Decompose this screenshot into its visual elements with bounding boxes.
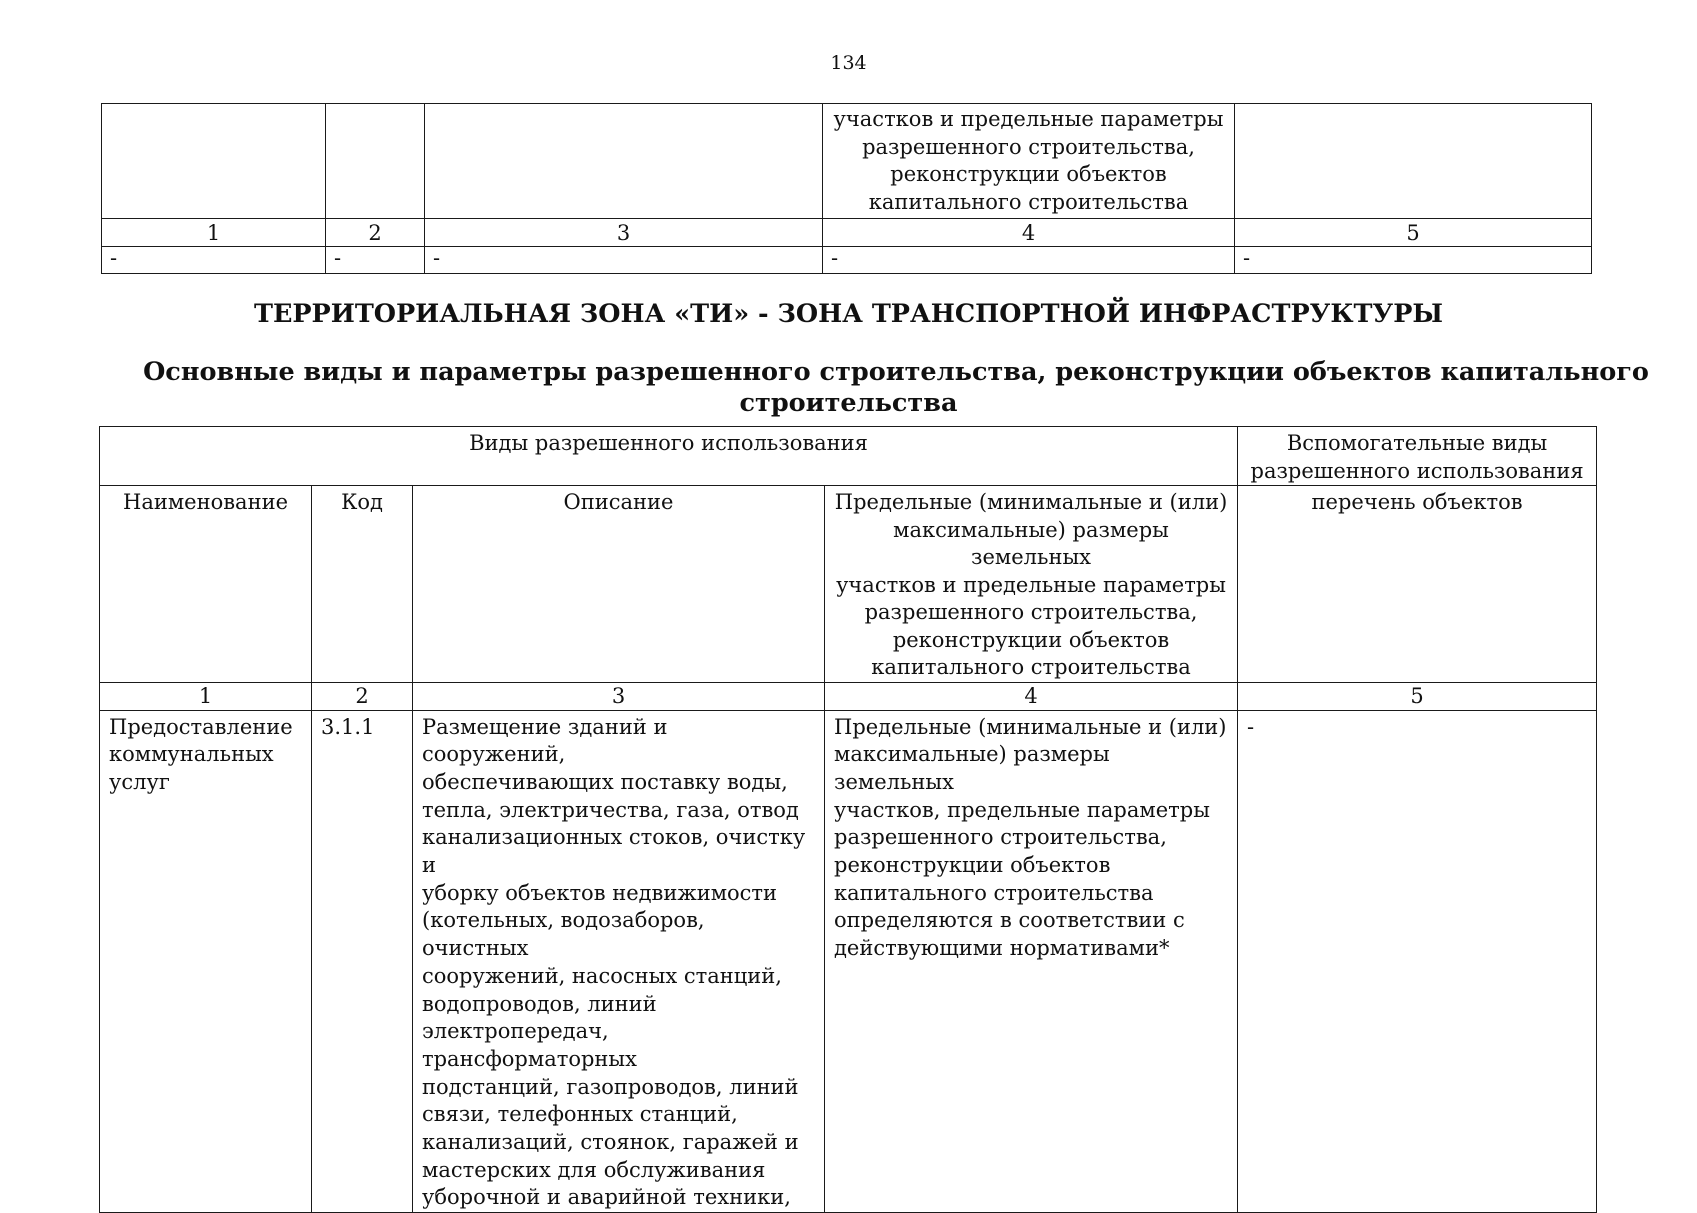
header-line: разрешенного строительства,: [864, 600, 1198, 624]
section-title-line: Основные виды и параметры разрешенного строительства, реконструкции объектов капитального: [143, 357, 1649, 387]
row-code: 3.1.1: [312, 710, 413, 1213]
column-numbers-row: [102, 219, 1592, 247]
cont-cell-5: [1235, 104, 1592, 219]
col-number: 2: [312, 682, 413, 710]
column-header-row: [100, 486, 1597, 683]
group-header-main: Виды разрешенного использования: [100, 427, 1238, 486]
section-title: [0, 357, 1697, 419]
text-line: сооружений, насосных станций,: [422, 963, 782, 988]
text-line: (котельных, водозаборов, очистных: [422, 908, 705, 961]
text-line: связи, телефонных станций,: [422, 1102, 738, 1127]
table-row: [100, 710, 1597, 1213]
dash-row: [102, 247, 1592, 274]
text-line: капитального строительства: [834, 880, 1154, 905]
col-number: 3: [413, 682, 825, 710]
text-line: мастерских для обслуживания: [422, 1157, 766, 1182]
main-table: [99, 426, 1597, 1213]
text-line: тепла, электричества, газа, отвод: [422, 797, 799, 822]
col-number: 4: [825, 682, 1238, 710]
col-number: 4: [823, 219, 1235, 247]
text-line: Предоставление: [109, 714, 293, 739]
header-line: Предельные (минимальные и (или): [834, 490, 1228, 514]
header-line: Вспомогательные виды: [1286, 431, 1548, 455]
header-code: Код: [312, 486, 413, 683]
header-line: участков и предельные параметры: [836, 572, 1226, 597]
text-line: канализаций, стоянок, гаражей и: [422, 1130, 799, 1155]
dash-cell: -: [1235, 247, 1592, 274]
dash-cell: -: [425, 247, 823, 274]
text-line: действующими нормативами*: [834, 936, 1170, 961]
col-number: 1: [100, 682, 312, 710]
header-line: максимальные) размеры земельных: [893, 517, 1169, 569]
text-line: участков, предельные параметры: [834, 797, 1210, 822]
row-aux: -: [1238, 710, 1597, 1213]
text-line: определяются в соответствии с: [834, 908, 1185, 933]
header-name: Наименование: [100, 486, 312, 683]
row-params: [825, 710, 1238, 1213]
cont-cell-2: [326, 104, 425, 219]
cont-line: реконструкции объектов: [890, 162, 1167, 186]
text-line: Предельные (минимальные и (или): [834, 714, 1227, 739]
text-line: уборочной и аварийной техники,: [422, 1185, 791, 1210]
page-number: 134: [830, 52, 867, 74]
text-line: Размещение зданий и сооружений,: [422, 714, 668, 767]
header-params: [825, 486, 1238, 683]
text-line: максимальные) размеры земельных: [834, 742, 1110, 794]
dash-cell: -: [102, 247, 326, 274]
text-line: услуг: [109, 769, 170, 794]
text-line: разрешенного строительства,: [834, 825, 1167, 850]
text-line: обеспечивающих поставку воды,: [422, 769, 788, 794]
column-numbers-row: [100, 682, 1597, 710]
text-line: уборку объектов недвижимости: [422, 880, 778, 905]
header-line: капитального строительства: [871, 655, 1191, 679]
group-header-row: [100, 427, 1597, 486]
text-line: канализационных стоков, очистку и: [422, 825, 806, 878]
dash-cell: -: [326, 247, 425, 274]
text-line: коммунальных: [109, 742, 274, 767]
zone-title: ТЕРРИТОРИАЛЬНАЯ ЗОНА «ТИ» - ЗОНА ТРАНСПОРТНОЙ ИНФРАСТРУКТУРЫ: [253, 299, 1444, 329]
row-name: [100, 710, 312, 1213]
text-line: водопроводов, линий: [422, 991, 657, 1016]
dash-cell: -: [823, 247, 1235, 274]
text-line: электропередач, трансформаторных: [422, 1019, 637, 1071]
continued-table: [101, 103, 1592, 274]
header-description: Описание: [413, 486, 825, 683]
group-header-aux: [1238, 427, 1597, 486]
cont-line: участков и предельные параметры: [833, 107, 1224, 131]
continued-row: [102, 104, 1592, 219]
cont-line: разрешенного строительства,: [862, 134, 1195, 159]
header-line: разрешенного использования: [1250, 458, 1584, 483]
cont-line: капитального строительства: [868, 189, 1189, 214]
cont-cell-params: [823, 104, 1235, 219]
header-line: реконструкции объектов: [892, 627, 1170, 652]
section-title-line: строительства: [739, 388, 958, 418]
col-number: 2: [326, 219, 425, 247]
cont-cell-1: [102, 104, 326, 219]
header-aux-list: перечень объектов: [1238, 486, 1597, 683]
col-number: 1: [102, 219, 326, 247]
cont-cell-3: [425, 104, 823, 219]
col-number: 5: [1238, 682, 1597, 710]
row-description: [413, 710, 825, 1213]
col-number: 3: [425, 219, 823, 247]
text-line: подстанций, газопроводов, линий: [422, 1074, 799, 1099]
col-number: 5: [1235, 219, 1592, 247]
text-line: реконструкции объектов: [834, 853, 1111, 878]
